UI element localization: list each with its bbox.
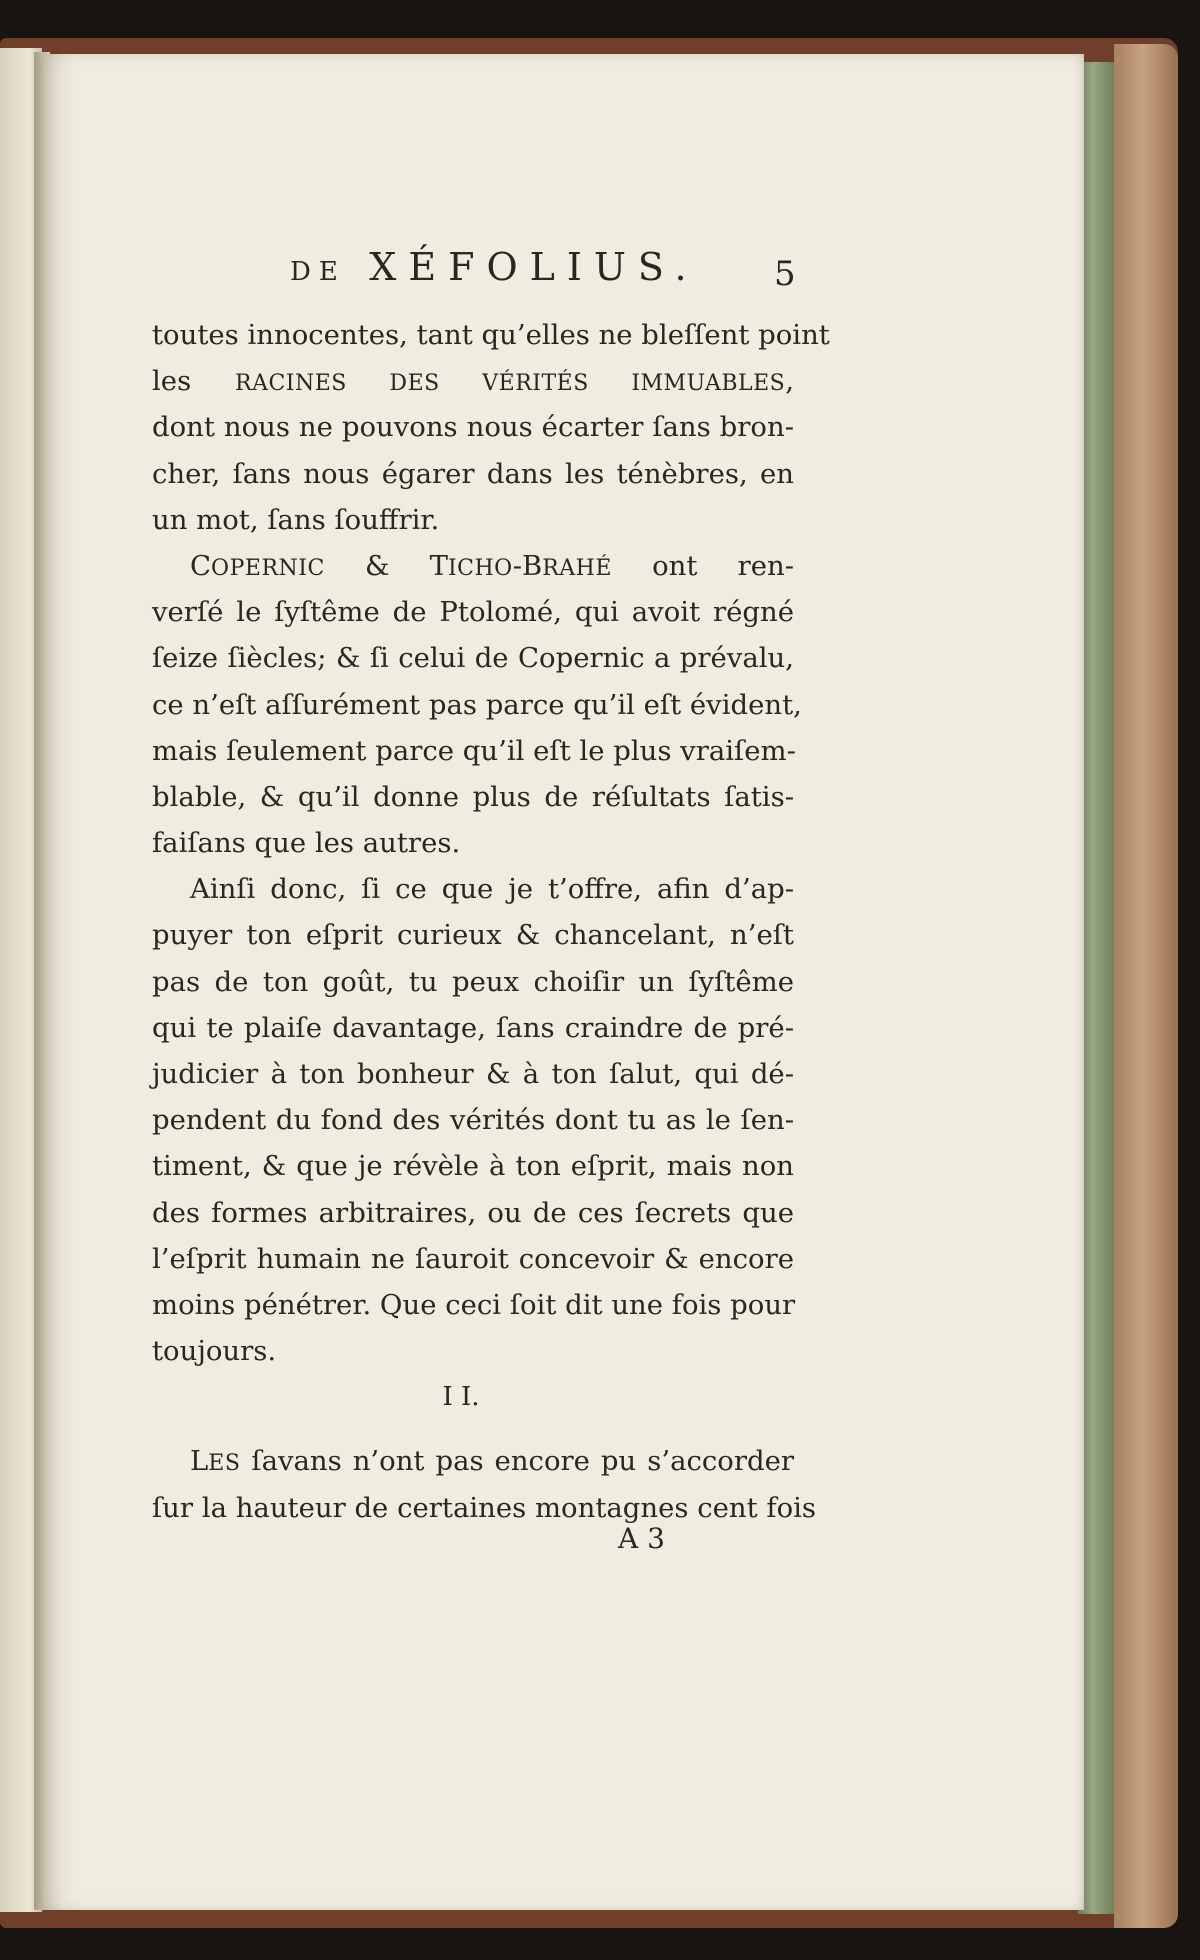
text-line: verſé le ſyſtême de Ptolomé, qui avoit régné xyxy=(152,596,794,629)
text-run: , xyxy=(785,365,794,398)
section-number: I I. xyxy=(442,1382,480,1413)
text-line: mais ſeulement parce qu’il eſt le plus vraiſem- xyxy=(152,734,796,767)
text-line: toujours. xyxy=(152,1335,277,1368)
paragraph xyxy=(152,312,830,543)
text-run: C xyxy=(190,549,212,582)
text-line: un mot, ſans ſouffrir. xyxy=(152,503,440,536)
text-line: ce n’eſt aſſurément pas parce qu’il eſt évident, xyxy=(152,688,802,721)
text-line: l’eſprit humain ne ſauroit concevoir & encore xyxy=(152,1242,794,1275)
text-line: moins pénétrer. Que ceci ſoit dit une fois pour xyxy=(152,1288,796,1321)
small-caps-run: OPERNIC xyxy=(211,555,325,581)
page-number: 5 xyxy=(774,254,796,294)
text-run: & T xyxy=(324,549,448,582)
text-line xyxy=(152,358,794,404)
small-caps-run: ICHO xyxy=(447,555,513,581)
text-line: Ainſi donc, ſi ce que je t’offre, afin d’ap- xyxy=(190,873,794,906)
small-caps-run: RACINES DES VÉRITÉS IMMUABLES xyxy=(235,371,786,397)
text-line: timent, & que je révèle à ton eſprit, mais non xyxy=(152,1150,794,1183)
signature-mark: A 3 xyxy=(618,1522,665,1555)
cover-edge xyxy=(1114,44,1178,1928)
paragraph xyxy=(152,543,802,866)
text-line: blable, & qu’il donne plus de réſultats ſatis- xyxy=(152,780,794,813)
text-line: des formes arbitraires, ou de ces ſecrets que xyxy=(152,1196,794,1229)
text-line: cher, ſans nous égarer dans les ténèbres, en xyxy=(152,457,794,490)
running-head-de: DE xyxy=(290,257,346,287)
text-run: L xyxy=(190,1445,209,1478)
text-line xyxy=(152,1438,794,1484)
text-line: toutes innocentes, tant qu’elles ne bleſſent point xyxy=(152,319,830,351)
text-line: pas de ton goût, tu peux choiſir un ſyſtême xyxy=(152,965,794,998)
text-run: -B xyxy=(512,549,543,582)
text-run: ont ren- xyxy=(611,549,794,582)
text-line: ſeize ſiècles; & ſi celui de Copernic a prévalu, xyxy=(152,642,794,675)
text-line xyxy=(152,543,794,589)
paragraph xyxy=(152,866,794,1374)
text-run: ſavans n’ont pas encore pu s’accorder xyxy=(240,1445,794,1478)
text-line: judicier à ton bonheur & à ton ſalut, qui dé- xyxy=(152,1058,794,1090)
text-line: dont nous ne pouvons nous écarter ſans bron- xyxy=(152,411,794,444)
text-line: faiſans que les autres. xyxy=(152,827,461,860)
text-line: ſur la hauteur de certaines montagnes cent fois xyxy=(152,1491,817,1524)
small-caps-run: ES xyxy=(208,1451,241,1477)
text-block xyxy=(152,312,830,1531)
paragraph xyxy=(152,1438,817,1530)
text-line: pendent du fond des vérités dont tu as le ſen- xyxy=(152,1104,794,1137)
text-line: puyer ton eſprit curieux & chancelant, n’eſt xyxy=(152,919,794,952)
running-head xyxy=(290,245,699,289)
spacer xyxy=(152,1420,794,1438)
running-head-title: XÉFOLIUS. xyxy=(369,245,699,289)
text-run: les xyxy=(152,365,235,398)
small-caps-run: RAHÉ xyxy=(542,555,612,581)
text-line: qui te plaiſe davantage, ſans craindre de pré- xyxy=(152,1011,794,1044)
